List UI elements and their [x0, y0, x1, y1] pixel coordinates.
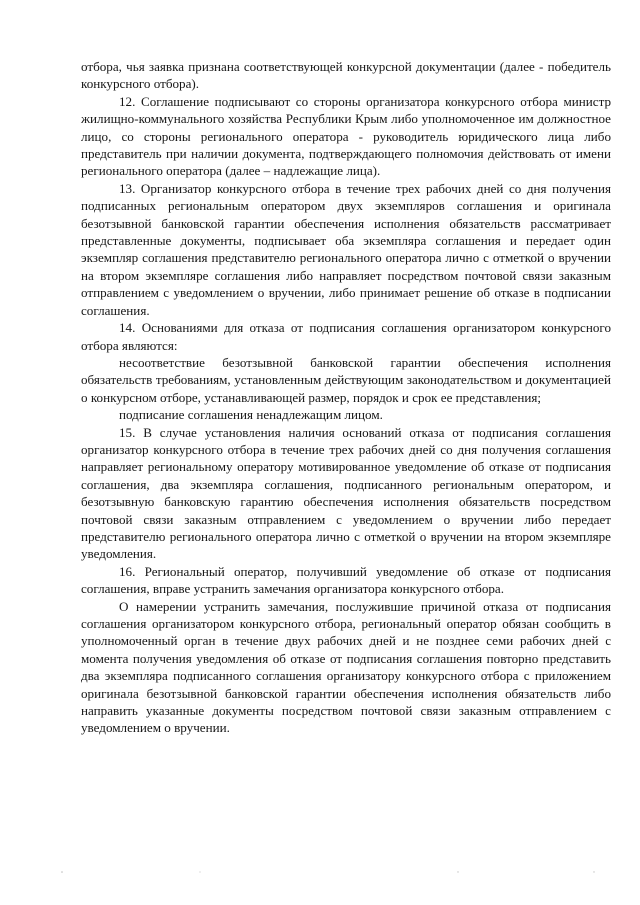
scan-speck: [61, 871, 63, 873]
paragraph-16-continuation: О намерении устранить замечания, послужившие причиной отказа от подписания соглашения организатором конкурсного отбора, региональный оператор обязан сообщить в уполномоченный орган в течение двух рабочих дней и не позднее семи рабочих дней с момента получения уведомления об отказе от подписания соглашения повторно представить два экземпляра подписанного соглашения организатору конкурсного отбора с приложением оригинала безотзывной банковской гарантии обеспечения исполнения обязательств либо направить указанные документы посредством почтовой связи заказным отправлением с уведомлением о вручении.: [81, 598, 611, 736]
scan-speck: [199, 871, 200, 872]
paragraph-13: 13. Организатор конкурсного отбора в течение трех рабочих дней со дня получения подписанных региональным оператором двух экземпляров соглашения и оригинала безотзывной банковской гарантии обеспечения исполнения обязательств рассматривает представленные документы, подписывает оба экземпляра соглашения и передает один экземпляр соглашения представителю регионального оператора лично с отметкой о вручении на втором экземпляре соглашения либо направляет посредством почтовой связи заказным отправлением с уведомлением о вручении, либо принимает решение об отказе в подписании соглашения.: [81, 180, 611, 318]
paragraph-continuation: отбора, чья заявка признана соответствующей конкурсной документации (далее - победитель конкурсного отбора).: [81, 59, 611, 92]
scan-speck: [457, 871, 458, 872]
scan-speck: [593, 871, 594, 872]
paragraph-14-ground-2: подписание соглашения ненадлежащим лицом.: [119, 407, 383, 423]
paragraph-12: 12. Соглашение подписывают со стороны организатора конкурсного отбора министр жилищно-коммунального хозяйства Республики Крым либо уполномоченное им должностное лицо, со стороны регионального оператора - руководитель юридического лица либо представитель при наличии документа, подтверждающего полномочия действовать от имени регионального оператора (далее – надлежащие лица).: [81, 93, 611, 179]
document-page: [81, 58, 611, 737]
paragraph-16: 16. Региональный оператор, получивший уведомление об отказе от подписания соглашения, вправе устранить замечания организатора конкурсного отбора.: [81, 563, 611, 597]
paragraph-15: 15. В случае установления наличия оснований отказа от подписания соглашения организатор конкурсного отбора в течение трех рабочих дней со дня получения соглашения направляет региональному оператору мотивированное уведомление об отказе от подписания соглашения, два экземпляра соглашения, подписанного региональным оператором, и безотзывную банковскую гарантию обеспечения исполнения обязательств посредством почтовой связи заказным отправлением с уведомлением о вручении либо передает представителю регионального оператора лично с отметкой о вручении на втором экземпляре уведомления.: [81, 424, 611, 562]
paragraph-14: 14. Основаниями для отказа от подписания соглашения организатором конкурсного отбора являются:: [81, 320, 611, 353]
paragraph-14-ground-1: несоответствие безотзывной банковской гарантии обеспечения исполнения обязательств требованиям, установленным действующим законодательством и документацией о конкурсном отборе, устанавливающей размер, порядок и срок ее представления;: [81, 354, 611, 405]
